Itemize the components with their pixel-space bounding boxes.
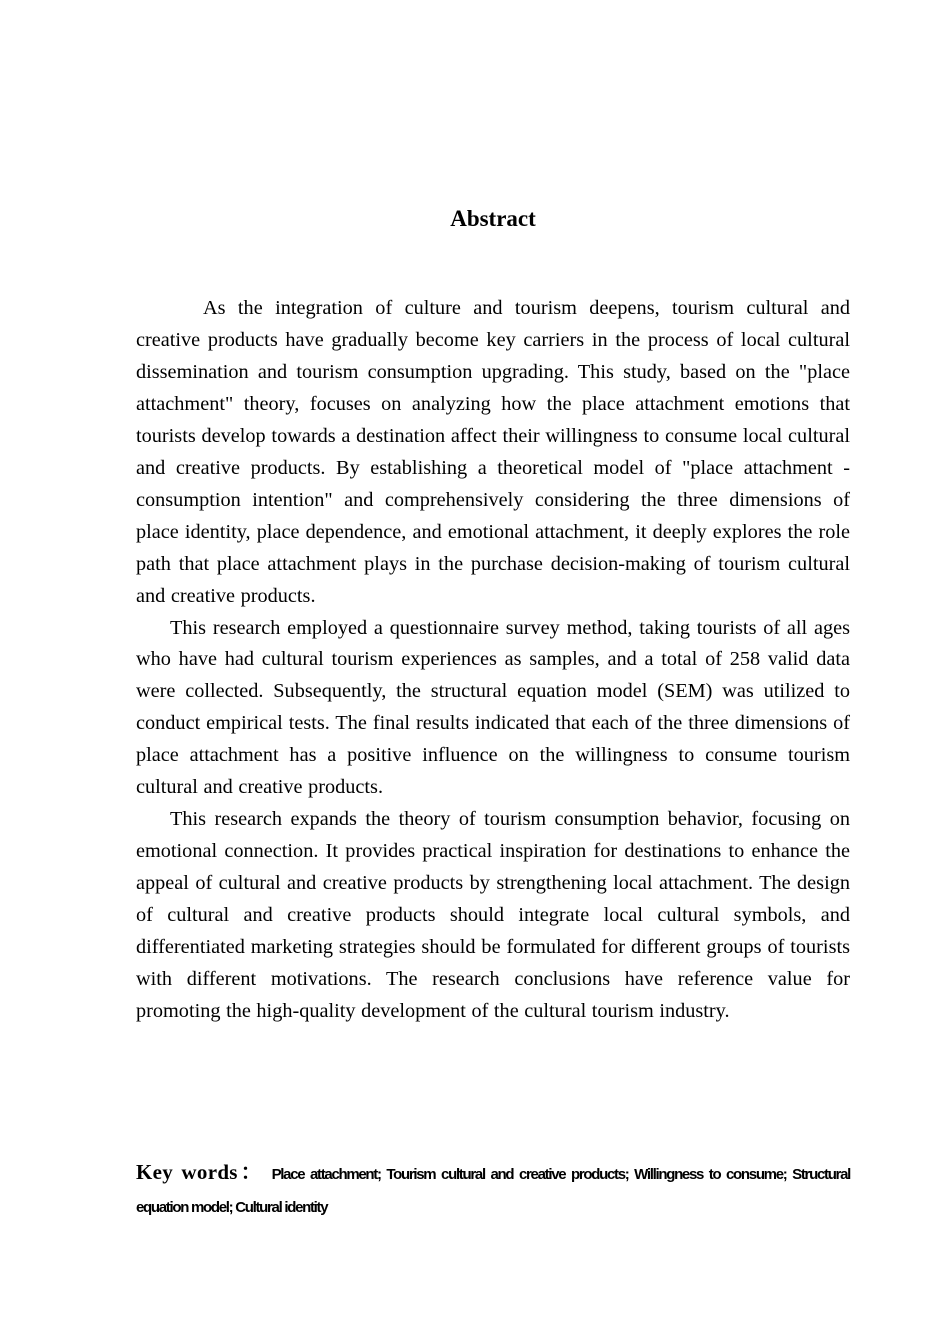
abstract-paragraph-2: This research employed a questionnaire survey method, taking tourists of all ages who have had cultural tourism experiences as samples, and a total of 258 valid data were collected. Subsequently, the structural equation model (SEM) was utilized to conduct empirical tests. The final results indicated that each of the three dimensions of place attachment has a positive influence on the willingness to consume tourism cultural and creative products. bbox=[136, 616, 850, 799]
abstract-body bbox=[136, 293, 850, 1028]
abstract-paragraph-3: This research expands the theory of tourism consumption behavior, focusing on emotional connection. It provides practical inspiration for destinations to enhance the appeal of cultural and creative products by strengthening local attachment. The design of cultural and creative products should integrate local cultural symbols, and differentiated marketing strategies should be formulated for different groups of tourists with different motivations. The research conclusions have reference value for promoting the high-quality development of the cultural tourism industry. bbox=[136, 808, 850, 1022]
abstract-title: Abstract bbox=[450, 206, 536, 231]
keywords-label: Key words： bbox=[136, 1160, 265, 1184]
abstract-paragraph-1: As the integration of culture and tourism deepens, tourism cultural and creative products have gradually become key carriers in the process of local cultural dissemination and tourism consumption upgrading. This study, based on the "place attachment" theory, focuses on analyzing how the place attachment emotions that tourists develop towards a destination affect their willingness to consume local cultural and creative products. By establishing a theoretical model of "place attachment - consumption intention" and comprehensively considering the three dimensions of place identity, place dependence, and emotional attachment, it deeply explores the role path that place attachment plays in the purchase decision-making of tourism cultural and creative products. bbox=[136, 297, 850, 607]
keywords-text: Place attachment; Tourism cultural and creative products; Willingness to consume; Structural equation model; Cultural identity bbox=[136, 1166, 850, 1216]
keywords-section bbox=[136, 1156, 850, 1224]
